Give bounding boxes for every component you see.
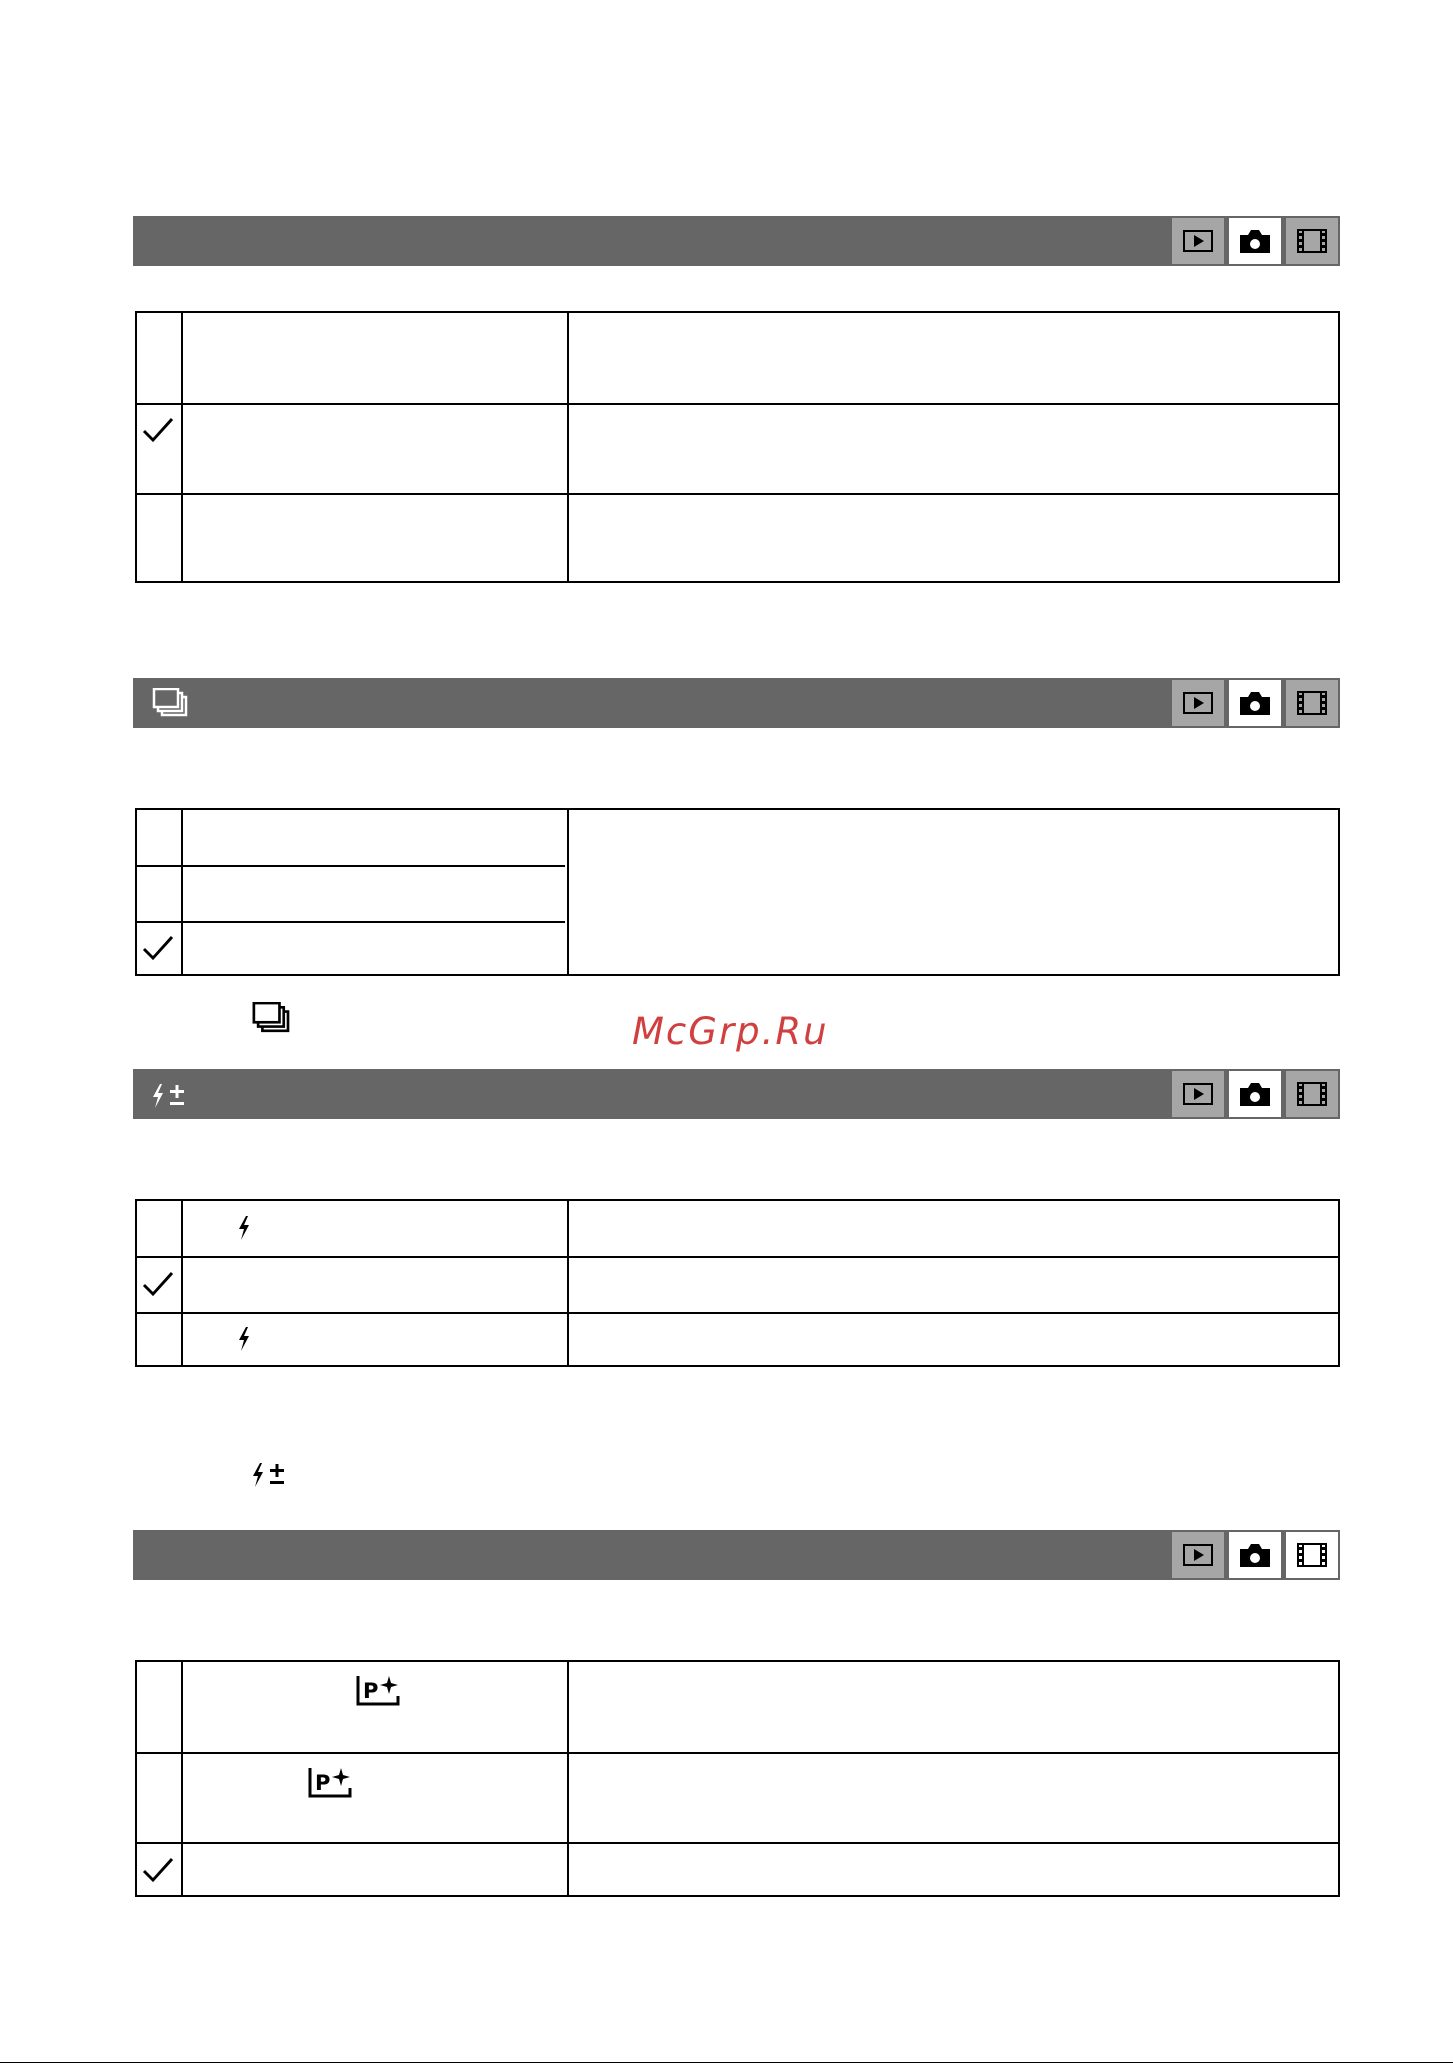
flash-compensation-icon — [151, 1081, 191, 1111]
still-mode-tab — [1229, 680, 1281, 726]
still-mode-tab — [1229, 1532, 1281, 1578]
movie-mode-tab — [1286, 680, 1338, 726]
still-camera-icon — [1238, 1542, 1272, 1568]
flash-icon — [237, 1215, 251, 1241]
still-camera-icon — [1238, 690, 1272, 716]
section-4-header — [133, 1530, 1340, 1580]
table-row — [137, 865, 565, 921]
movie-icon — [1295, 228, 1329, 254]
table-row — [137, 921, 565, 974]
movie-mode-tab — [1286, 1071, 1338, 1117]
mode-tabs — [1172, 218, 1338, 264]
section-1-table — [135, 311, 1340, 583]
movie-icon — [1295, 690, 1329, 716]
table-row — [137, 1662, 1338, 1752]
movie-mode-tab — [1286, 1532, 1338, 1578]
section-2-header — [133, 678, 1340, 728]
movie-icon — [1295, 1081, 1329, 1107]
burst-icon — [151, 688, 191, 718]
flash-icon — [237, 1326, 251, 1352]
flash-compensation-icon — [251, 1462, 291, 1488]
checkmark-icon — [141, 933, 175, 963]
section-3-table — [135, 1199, 1340, 1367]
section-3-header — [133, 1069, 1340, 1119]
movie-icon — [1295, 1542, 1329, 1568]
section-4-table — [135, 1660, 1340, 1897]
playback-mode-tab — [1172, 1532, 1224, 1578]
playback-mode-tab — [1172, 680, 1224, 726]
table-row — [137, 1752, 1338, 1842]
playback-icon — [1183, 1083, 1213, 1105]
table-row — [137, 1312, 1338, 1365]
program-plus-icon — [356, 1674, 400, 1706]
section-1-header — [133, 216, 1340, 266]
table-row — [137, 1256, 1338, 1312]
still-camera-icon — [1238, 1081, 1272, 1107]
still-mode-tab — [1229, 1071, 1281, 1117]
table-row — [137, 403, 1338, 493]
playback-icon — [1183, 1544, 1213, 1566]
table-row — [137, 810, 565, 865]
movie-mode-tab — [1286, 218, 1338, 264]
checkmark-icon — [141, 1855, 175, 1885]
table-row — [137, 493, 1338, 581]
table-row — [137, 1842, 1338, 1895]
still-camera-icon — [1238, 228, 1272, 254]
playback-icon — [1183, 230, 1213, 252]
mode-tabs — [1172, 1071, 1338, 1117]
table-row — [137, 313, 1338, 403]
mode-tabs — [1172, 1532, 1338, 1578]
still-mode-tab — [1229, 218, 1281, 264]
page-bottom-rule — [0, 2062, 1453, 2063]
checkmark-icon — [141, 1269, 175, 1299]
checkmark-icon — [141, 415, 175, 445]
section-2-table — [135, 808, 1340, 976]
watermark: McGrp.Ru — [632, 1010, 829, 1053]
table-row — [137, 1201, 1338, 1256]
burst-icon — [252, 1002, 292, 1034]
playback-icon — [1183, 692, 1213, 714]
program-plus-icon — [308, 1766, 352, 1798]
playback-mode-tab — [1172, 1071, 1224, 1117]
column-divider — [567, 810, 569, 974]
mode-tabs — [1172, 680, 1338, 726]
playback-mode-tab — [1172, 218, 1224, 264]
